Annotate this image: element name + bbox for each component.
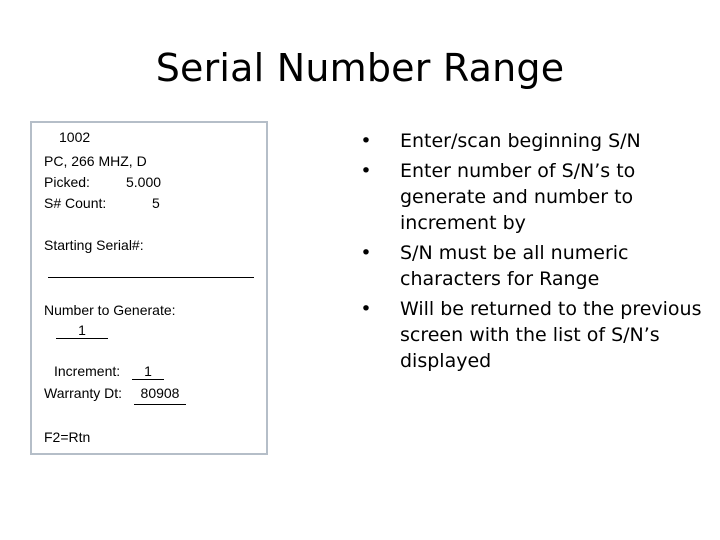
slide-title: Serial Number Range <box>155 46 565 90</box>
instruction-item <box>336 158 706 236</box>
bullet-icon: • <box>360 298 372 320</box>
instruction-text: Enter/scan beginning S/N <box>400 130 641 152</box>
picked-label: Picked: <box>44 174 90 190</box>
instructions-list <box>336 128 706 378</box>
number-to-generate-value[interactable]: 1 <box>78 322 86 338</box>
warranty-date-input-line[interactable] <box>134 404 186 405</box>
instruction-text: Will be returned to the previous screen with the list of S/N’s displayed <box>400 298 702 372</box>
instruction-item <box>336 296 706 374</box>
bullet-icon: • <box>360 130 372 152</box>
item-number: 1002 <box>59 129 91 145</box>
increment-label: Increment: <box>54 363 121 379</box>
number-to-generate-label: Number to Generate: <box>44 302 176 318</box>
increment-value[interactable]: 1 <box>144 363 152 379</box>
instruction-item <box>336 128 706 154</box>
starting-serial-input-line[interactable] <box>48 277 254 278</box>
bullet-icon: • <box>360 242 372 264</box>
warranty-date-label: Warranty Dt: <box>44 385 123 401</box>
warranty-date-value[interactable]: 80908 <box>140 385 180 401</box>
item-description: PC, 266 MHZ, D <box>44 153 147 169</box>
starting-serial-label: Starting Serial#: <box>44 237 144 253</box>
instruction-item <box>336 240 706 292</box>
increment-input-line[interactable] <box>132 379 164 380</box>
number-to-generate-input-line[interactable] <box>56 338 108 339</box>
picked-value: 5.000 <box>126 174 162 190</box>
serial-count-value: 5 <box>152 195 160 211</box>
terminal-screen <box>30 121 268 455</box>
instruction-text: Enter number of S/N’s to generate and number to increment by <box>400 160 636 234</box>
function-key-hint: F2=Rtn <box>44 429 91 445</box>
bullet-icon: • <box>360 160 372 182</box>
serial-count-label: S# Count: <box>44 195 107 211</box>
instruction-text: S/N must be all numeric characters for Range <box>400 242 629 290</box>
